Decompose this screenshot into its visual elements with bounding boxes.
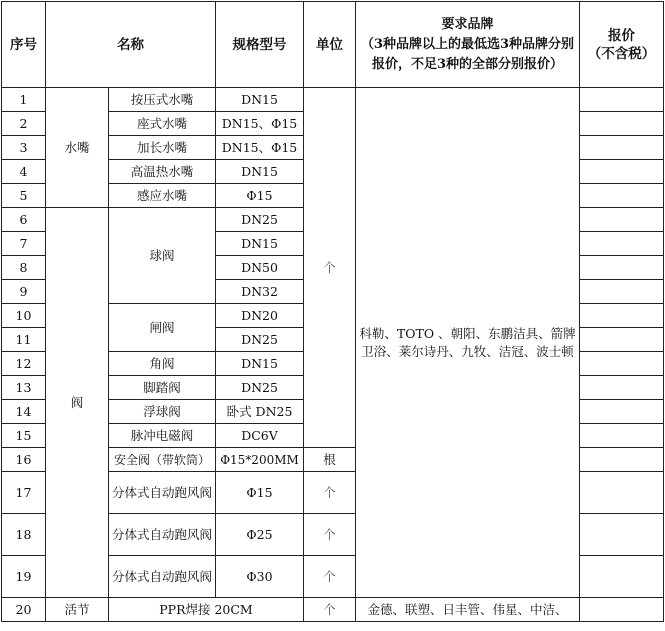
spec-cell: DN15、Φ15	[216, 112, 304, 136]
spec-cell: DN25	[216, 328, 304, 352]
seq-cell: 16	[2, 448, 46, 472]
price-cell[interactable]	[580, 232, 664, 256]
price-cell[interactable]	[580, 256, 664, 280]
price-cell[interactable]	[580, 400, 664, 424]
name-cell: 高温热水嘴	[109, 160, 216, 184]
name-cell: 分体式自动跑风阀	[109, 514, 216, 556]
name-cell: 角阀	[109, 352, 216, 376]
spec-cell: Φ25	[216, 514, 304, 556]
table-row	[2, 88, 664, 112]
header-unit: 单位	[304, 2, 356, 88]
spec-cell: DN15	[216, 88, 304, 112]
spec-cell: DN15	[216, 160, 304, 184]
unit-cell-main: 个	[304, 88, 356, 448]
seq-cell: 12	[2, 352, 46, 376]
name-cell: 座式水嘴	[109, 112, 216, 136]
group-faucet: 水嘴	[46, 88, 109, 208]
seq-cell: 9	[2, 280, 46, 304]
price-cell[interactable]	[580, 112, 664, 136]
seq-cell: 5	[2, 184, 46, 208]
seq-cell: 11	[2, 328, 46, 352]
name-cell: 浮球阀	[109, 400, 216, 424]
price-cell[interactable]	[580, 352, 664, 376]
header-seq: 序号	[2, 2, 46, 88]
spec-cell: Φ30	[216, 556, 304, 598]
seq-cell: 20	[2, 598, 46, 622]
spec-cell: DN50	[216, 256, 304, 280]
header-brand	[356, 2, 580, 88]
price-cell[interactable]	[580, 448, 664, 472]
price-cell[interactable]	[580, 514, 664, 556]
seq-cell: 4	[2, 160, 46, 184]
seq-cell: 14	[2, 400, 46, 424]
price-cell[interactable]	[580, 472, 664, 514]
brand-cell-row20: 金德、联塑、日丰管、伟星、中洁、	[356, 598, 580, 622]
seq-cell: 1	[2, 88, 46, 112]
name-cell: 安全阀（带软筒）	[109, 448, 216, 472]
spec-cell: DN25	[216, 208, 304, 232]
spec-cell: Φ15	[216, 184, 304, 208]
spec-cell: Φ15	[216, 472, 304, 514]
price-cell[interactable]	[580, 88, 664, 112]
seq-cell: 8	[2, 256, 46, 280]
header-spec: 规格型号	[216, 2, 304, 88]
spec-cell: Φ15*200MM	[216, 448, 304, 472]
unit-cell: 个	[304, 472, 356, 514]
name-cell: 按压式水嘴	[109, 88, 216, 112]
spec-cell: DN25	[216, 376, 304, 400]
spec-cell: DN15	[216, 232, 304, 256]
price-cell[interactable]	[580, 208, 664, 232]
price-cell[interactable]	[580, 304, 664, 328]
name-cell: 感应水嘴	[109, 184, 216, 208]
name-cell: 球阀	[109, 208, 216, 304]
spec-cell: 卧式 DN25	[216, 400, 304, 424]
spec-cell: DN15	[216, 352, 304, 376]
price-cell[interactable]	[580, 184, 664, 208]
table-row	[2, 598, 664, 622]
price-cell[interactable]	[580, 556, 664, 598]
unit-cell: 个	[304, 598, 356, 622]
price-cell[interactable]	[580, 424, 664, 448]
name-cell: 脉冲电磁阀	[109, 424, 216, 448]
seq-cell: 6	[2, 208, 46, 232]
seq-cell: 10	[2, 304, 46, 328]
name-cell: 脚踏阀	[109, 376, 216, 400]
unit-cell: 个	[304, 514, 356, 556]
spec-cell: DC6V	[216, 424, 304, 448]
name-cell: 分体式自动跑风阀	[109, 472, 216, 514]
seq-cell: 15	[2, 424, 46, 448]
header-name: 名称	[46, 2, 216, 88]
seq-cell: 2	[2, 112, 46, 136]
name-cell: 加长水嘴	[109, 136, 216, 160]
price-cell[interactable]	[580, 376, 664, 400]
quotation-table	[1, 1, 664, 622]
header-row	[2, 2, 664, 88]
spec-cell: DN20	[216, 304, 304, 328]
seq-cell: 19	[2, 556, 46, 598]
unit-cell: 个	[304, 556, 356, 598]
spec-cell: DN15、Φ15	[216, 136, 304, 160]
seq-cell: 7	[2, 232, 46, 256]
group-valve: 阀	[46, 208, 109, 598]
seq-cell: 17	[2, 472, 46, 514]
name-cell: PPR焊接 20CM	[109, 598, 304, 622]
name-cell: 分体式自动跑风阀	[109, 556, 216, 598]
group-fitting: 活节	[46, 598, 109, 622]
header-price-text: 报价 （不含税）	[587, 27, 656, 62]
seq-cell: 18	[2, 514, 46, 556]
price-cell[interactable]	[580, 280, 664, 304]
price-cell[interactable]	[580, 328, 664, 352]
brand-cell-main: 科勒、TOTO 、朝阳、东鹏洁具、箭牌卫浴、莱尔诗丹、九牧、洁冠、波士顿	[356, 88, 580, 598]
spec-cell: DN32	[216, 280, 304, 304]
header-brand-text: 要求品牌 （3种品牌以上的最低选3种品牌分别报价，不足3种的全部分别报价）	[360, 16, 575, 72]
price-cell[interactable]	[580, 136, 664, 160]
price-cell[interactable]	[580, 160, 664, 184]
name-cell: 闸阀	[109, 304, 216, 352]
unit-cell: 根	[304, 448, 356, 472]
price-cell[interactable]	[580, 598, 664, 622]
seq-cell: 3	[2, 136, 46, 160]
header-price	[580, 2, 664, 88]
seq-cell: 13	[2, 376, 46, 400]
